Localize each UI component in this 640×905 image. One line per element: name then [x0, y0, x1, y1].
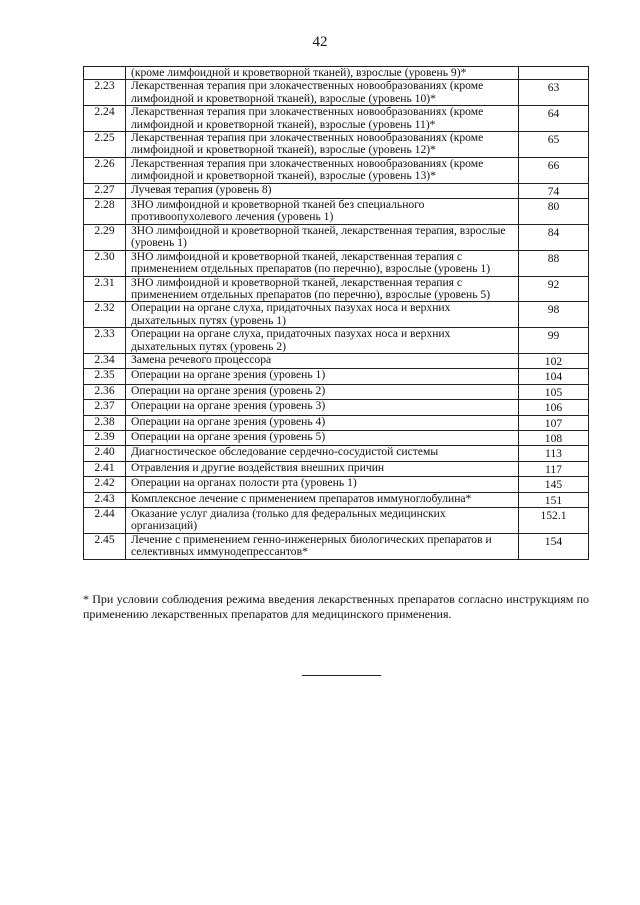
row-title: Операции на органе слуха, придаточных пазухах носа и верхних дыхательных путях (уровень 2)	[126, 328, 519, 354]
row-page: 151	[519, 492, 589, 507]
footnote: * При условии соблюдения режима введения лекарственных препаратов согласно инструкциям по применению лекарственных препаратов для медицинского применения.	[83, 592, 589, 621]
table-row	[84, 477, 589, 492]
row-number: 2.26	[84, 157, 126, 183]
table-row	[84, 533, 589, 559]
row-number: 2.28	[84, 199, 126, 225]
contents-table	[83, 66, 589, 560]
row-page: 80	[519, 199, 589, 225]
row-page: 102	[519, 353, 589, 368]
table-row	[84, 199, 589, 225]
row-page: 117	[519, 461, 589, 476]
row-page: 92	[519, 276, 589, 302]
row-number: 2.32	[84, 302, 126, 328]
row-title: Отравления и другие воздействия внешних причин	[126, 461, 519, 476]
row-number: 2.33	[84, 328, 126, 354]
row-page: 99	[519, 328, 589, 354]
row-title: Лекарственная терапия при злокачественных новообразованиях (кроме лимфоидной и кроветворной тканей), взрослые (уровень 12)*	[126, 132, 519, 158]
row-number: 2.41	[84, 461, 126, 476]
row-number: 2.24	[84, 106, 126, 132]
row-number: 2.27	[84, 183, 126, 198]
row-number: 2.39	[84, 430, 126, 445]
row-title: Операции на органе зрения (уровень 1)	[126, 369, 519, 384]
row-title: Комплексное лечение с применением препаратов иммуноглобулина*	[126, 492, 519, 507]
table-row	[84, 400, 589, 415]
row-number: 2.29	[84, 224, 126, 250]
row-page: 154	[519, 533, 589, 559]
row-number: 2.38	[84, 415, 126, 430]
table-row	[84, 157, 589, 183]
row-title: Лекарственная терапия при злокачественных новообразованиях (кроме лимфоидной и кроветворной тканей), взрослые (уровень 10)*	[126, 80, 519, 106]
page-number: 42	[312, 34, 328, 50]
closing-rule	[302, 675, 381, 676]
row-page: 113	[519, 446, 589, 461]
row-page: 145	[519, 477, 589, 492]
table-row	[84, 369, 589, 384]
row-number: 2.25	[84, 132, 126, 158]
table-row	[84, 353, 589, 368]
row-page: 105	[519, 384, 589, 399]
table-row	[84, 276, 589, 302]
row-page: 66	[519, 157, 589, 183]
row-number: 2.42	[84, 477, 126, 492]
row-title: Лекарственная терапия при злокачественных новообразованиях (кроме лимфоидной и кроветворной тканей), взрослые (уровень 11)*	[126, 106, 519, 132]
row-number: 2.35	[84, 369, 126, 384]
table-row	[84, 430, 589, 445]
row-page: 65	[519, 132, 589, 158]
table-row	[84, 492, 589, 507]
row-page: 152.1	[519, 508, 589, 534]
row-title: Оказание услуг диализа (только для федеральных медицинских организаций)	[126, 508, 519, 534]
row-number: 2.43	[84, 492, 126, 507]
row-title: ЗНО лимфоидной и кроветворной тканей, лекарственная терапия с применением отдельных препаратов (по перечню), взрослые (уровень 1)	[126, 250, 519, 276]
row-number: 2.31	[84, 276, 126, 302]
row-title: ЗНО лимфоидной и кроветворной тканей, лекарственная терапия с применением отдельных препаратов (по перечню), взрослые (уровень 5)	[126, 276, 519, 302]
row-page: 64	[519, 106, 589, 132]
contents-table-wrapper	[83, 66, 588, 560]
row-page: 107	[519, 415, 589, 430]
row-page: 84	[519, 224, 589, 250]
row-page: 108	[519, 430, 589, 445]
table-row	[84, 67, 589, 80]
row-title: Диагностическое обследование сердечно-сосудистой системы	[126, 446, 519, 461]
row-number: 2.36	[84, 384, 126, 399]
table-row	[84, 224, 589, 250]
row-title: Операции на органе слуха, придаточных пазухах носа и верхних дыхательных путях (уровень 1)	[126, 302, 519, 328]
row-title: Лучевая терапия (уровень 8)	[126, 183, 519, 198]
row-number: 2.44	[84, 508, 126, 534]
row-title: Лечение с применением генно-инженерных биологических препаратов и селективных иммунодепрессантов*	[126, 533, 519, 559]
row-title: ЗНО лимфоидной и кроветворной тканей без специального противоопухолевого лечения (уровень 1)	[126, 199, 519, 225]
row-number: 2.34	[84, 353, 126, 368]
row-title: Операции на органе зрения (уровень 2)	[126, 384, 519, 399]
table-row	[84, 446, 589, 461]
row-page: 98	[519, 302, 589, 328]
row-title: (кроме лимфоидной и кроветворной тканей), взрослые (уровень 9)*	[126, 67, 519, 80]
table-row	[84, 80, 589, 106]
row-title: Операции на органе зрения (уровень 4)	[126, 415, 519, 430]
row-number: 2.30	[84, 250, 126, 276]
table-row	[84, 415, 589, 430]
row-title: Операции на органе зрения (уровень 5)	[126, 430, 519, 445]
table-row	[84, 106, 589, 132]
row-number	[84, 67, 126, 80]
row-page: 74	[519, 183, 589, 198]
table-row	[84, 508, 589, 534]
row-page: 106	[519, 400, 589, 415]
row-title: Замена речевого процессора	[126, 353, 519, 368]
row-number: 2.37	[84, 400, 126, 415]
table-row	[84, 302, 589, 328]
row-number: 2.45	[84, 533, 126, 559]
row-page: 88	[519, 250, 589, 276]
table-row	[84, 461, 589, 476]
row-page: 104	[519, 369, 589, 384]
table-row	[84, 183, 589, 198]
row-title: Операции на органе зрения (уровень 3)	[126, 400, 519, 415]
row-number: 2.23	[84, 80, 126, 106]
row-title: ЗНО лимфоидной и кроветворной тканей, лекарственная терапия, взрослые (уровень 1)	[126, 224, 519, 250]
row-title: Лекарственная терапия при злокачественных новообразованиях (кроме лимфоидной и кроветворной тканей), взрослые (уровень 13)*	[126, 157, 519, 183]
row-title: Операции на органах полости рта (уровень 1)	[126, 477, 519, 492]
table-row	[84, 328, 589, 354]
row-page: 63	[519, 80, 589, 106]
table-row	[84, 132, 589, 158]
table-row	[84, 250, 589, 276]
row-number: 2.40	[84, 446, 126, 461]
table-row	[84, 384, 589, 399]
row-page	[519, 67, 589, 80]
